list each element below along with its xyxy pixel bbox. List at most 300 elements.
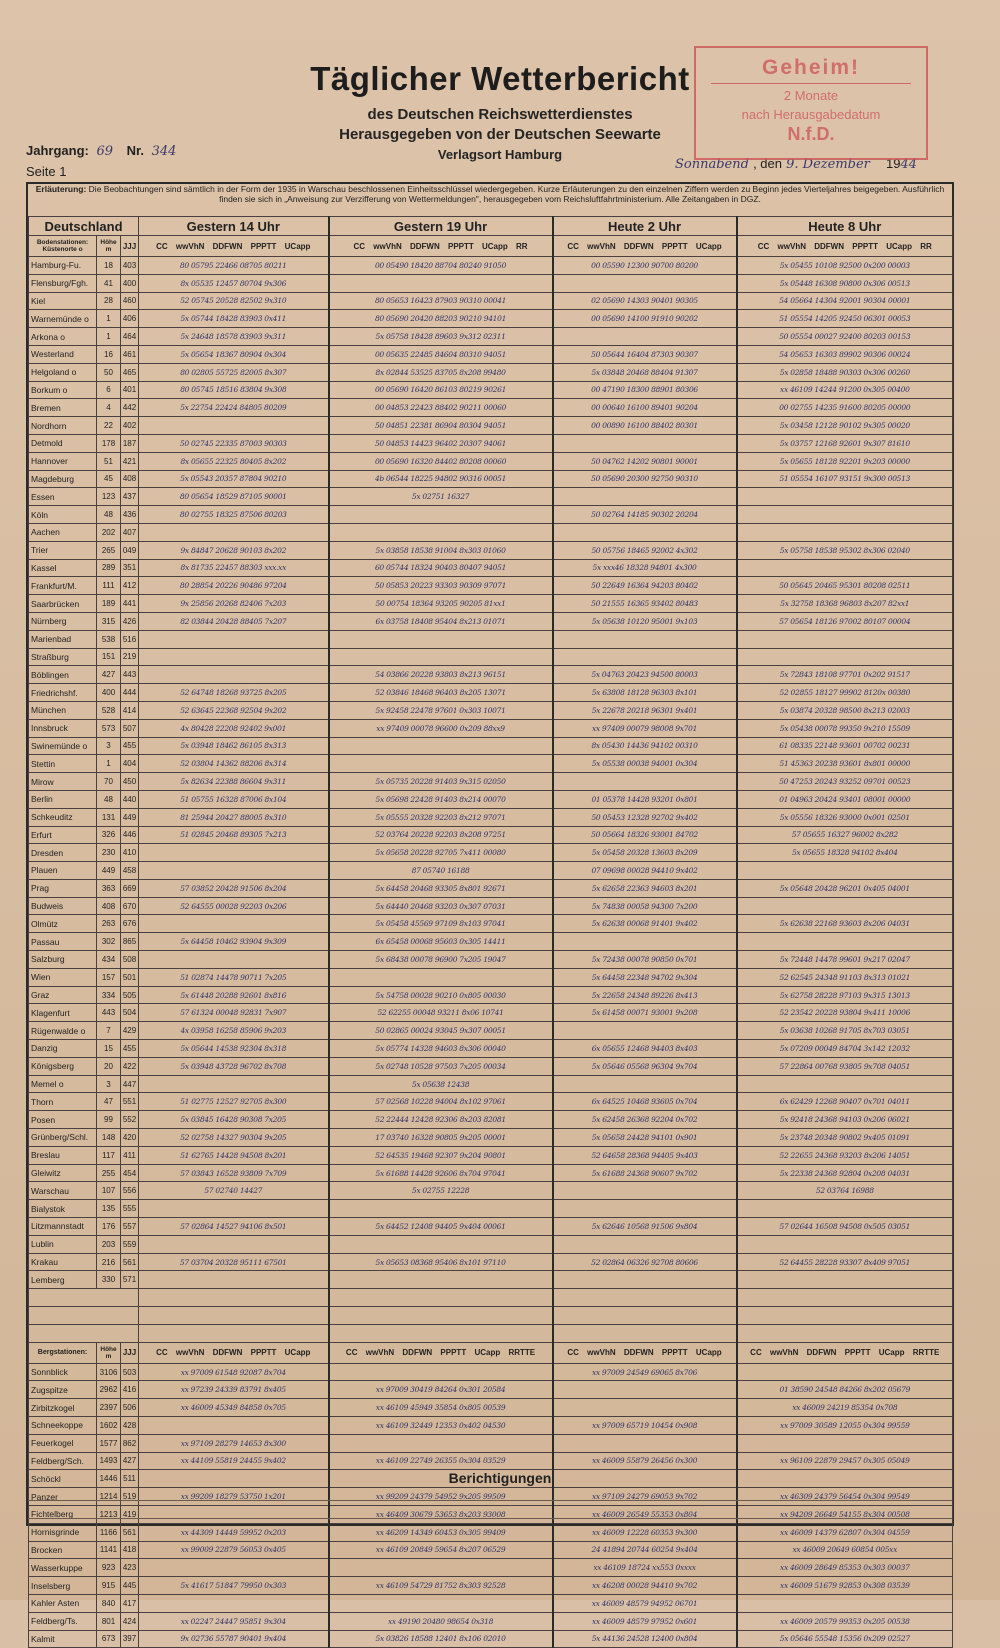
observation-cell: xx 97009 61548 92087 8x704: [139, 1363, 329, 1381]
observation-cell: [553, 488, 737, 506]
station-row: [29, 986, 953, 1004]
observation-cell: 00 05690 16320 84402 80208 00060: [329, 452, 553, 470]
observation-cell: [139, 862, 329, 880]
observation-cell: 5x 41617 51847 79950 0x303: [139, 1577, 329, 1595]
code-column-label: PPPTT: [250, 241, 277, 251]
station-name: Hornisgrinde: [29, 1523, 97, 1541]
station-name: Berlin: [29, 790, 97, 808]
station-name: Olmütz: [29, 915, 97, 933]
erlaeuterung: [30, 184, 950, 204]
code-column-label: UCapp: [695, 241, 722, 251]
code-column-label: DDFWN: [402, 1348, 433, 1358]
observation-cell: 5x 05458 20328 13603 8x209: [553, 844, 737, 862]
observation-cell: [553, 1271, 737, 1289]
observation-cell: 5x 72438 00078 90850 0x701: [553, 951, 737, 969]
station-name: Salzburg: [29, 951, 97, 969]
observation-cell: 52 03764 16988: [737, 1182, 953, 1200]
observation-cell: 80 05690 20420 88203 90210 94101: [329, 310, 553, 328]
observation-cell: 5x 64458 22348 94702 9x304: [553, 968, 737, 986]
observation-cell: 00 05590 12300 90700 80200: [553, 257, 737, 275]
empty-cell: [329, 1289, 553, 1307]
station-height: 673: [97, 1630, 121, 1648]
observation-cell: 5x 05543 20357 87804 90210: [139, 470, 329, 488]
station-name: Essen: [29, 488, 97, 506]
station-row: [29, 701, 953, 719]
observation-cell: 5x 03826 18588 12401 8x106 02010: [329, 1630, 553, 1648]
station-name: Klagenfurt: [29, 1004, 97, 1022]
observation-cell: 5x 72843 18108 97701 0x202 91517: [737, 666, 953, 684]
observation-cell: 50 02865 00024 93045 9x307 00051: [329, 1022, 553, 1040]
observation-cell: [329, 1363, 553, 1381]
station-height: 176: [97, 1218, 121, 1236]
observation-cell: 51 45363 20238 93601 8x801 00000: [737, 755, 953, 773]
observation-cell: 5x 05455 10108 92500 0x200 00003: [737, 257, 953, 275]
empty-cell: [737, 1324, 953, 1342]
station-height: 41: [97, 274, 121, 292]
code-column-label: CC: [567, 241, 579, 251]
observation-cell: xx 46009 20579 99353 0x205 00538: [737, 1612, 953, 1630]
observation-cell: xx 46109 32449 12353 0x402 04530: [329, 1417, 553, 1435]
station-row: [29, 1559, 953, 1577]
observation-cell: xx 46209 14349 60453 0x305 99409: [329, 1523, 553, 1541]
station-name: Aachen: [29, 523, 97, 541]
observation-cell: 50 00754 18364 93205 90205 81xx1: [329, 595, 553, 613]
station-height: 315: [97, 612, 121, 630]
observation-cell: 5x 23748 20348 90802 9x405 01091: [737, 1129, 953, 1147]
station-height: 18: [97, 257, 121, 275]
station-row: [29, 755, 953, 773]
observation-cell: [737, 523, 953, 541]
station-jjj: 404: [121, 755, 139, 773]
station-jjj: 865: [121, 933, 139, 951]
station-jjj: 557: [121, 1218, 139, 1236]
station-jjj: 519: [121, 1488, 139, 1506]
observation-cell: 5x 05758 18538 95302 8x306 02040: [737, 541, 953, 559]
observation-cell: 57 02740 14427: [139, 1182, 329, 1200]
station-jjj: 555: [121, 1200, 139, 1218]
observation-cell: xx 96109 22879 29457 0x305 05049: [737, 1452, 953, 1470]
station-name: Böblingen: [29, 666, 97, 684]
station-height: 449: [97, 862, 121, 880]
station-height: 189: [97, 595, 121, 613]
mountain-header-row: [29, 1342, 953, 1363]
observation-cell: xx 46109 54729 81752 8x303 92528: [329, 1577, 553, 1595]
observation-cell: [737, 1363, 953, 1381]
code-column-label: RRTTE: [508, 1348, 536, 1358]
observation-cell: 5x 07209 00049 84704 3x142 12032: [737, 1040, 953, 1058]
observation-cell: [139, 1200, 329, 1218]
station-height: 573: [97, 719, 121, 737]
observation-cell: 6x 03758 18408 95404 8x213 01071: [329, 612, 553, 630]
observation-cell: xx 46009 14379 62807 0x304 04559: [737, 1523, 953, 1541]
station-name: Posen: [29, 1111, 97, 1129]
observation-cell: [329, 648, 553, 666]
empty-cell: [139, 1307, 329, 1325]
station-row: [29, 1452, 953, 1470]
station-row: [29, 345, 953, 363]
station-jjj: 504: [121, 1004, 139, 1022]
observation-cell: 57 03852 20428 91506 8x204: [139, 879, 329, 897]
observation-cell: 5x 05438 00078 99350 9x210 15509: [737, 719, 953, 737]
observation-cell: xx 97239 24339 83791 8x405: [139, 1381, 329, 1399]
observation-cell: 00 47190 18300 88901 80306: [553, 381, 737, 399]
station-height: 1: [97, 755, 121, 773]
observation-cell: [553, 274, 737, 292]
station-height: 400: [97, 684, 121, 702]
station-jjj: 465: [121, 363, 139, 381]
code-column-label: UCapp: [695, 1348, 722, 1358]
station-row: [29, 523, 953, 541]
station-name: Passau: [29, 933, 97, 951]
observation-cell: [553, 933, 737, 951]
observation-cell: 57 61324 00048 92831 7x907: [139, 1004, 329, 1022]
station-name: Kalmit: [29, 1630, 97, 1648]
station-height: 51: [97, 452, 121, 470]
station-name: Lemberg: [29, 1271, 97, 1289]
code-column-label: RR: [920, 241, 932, 251]
observation-cell: 00 04853 22423 88402 90211 00060: [329, 399, 553, 417]
empty-cell: [553, 1307, 737, 1325]
observation-cell: 52 64748 18268 93725 8x205: [139, 684, 329, 702]
observation-cell: [737, 1200, 953, 1218]
station-row: [29, 1577, 953, 1595]
observation-cell: 80 05795 22466 08705 80211: [139, 257, 329, 275]
station-height: 840: [97, 1594, 121, 1612]
observation-cell: 50 05690 20300 92750 90310: [553, 470, 737, 488]
code-column-label: RR: [516, 241, 528, 251]
station-row: [29, 434, 953, 452]
station-row: [29, 1271, 953, 1289]
code-column-label: wwVhN: [365, 1348, 395, 1358]
observation-cell: 00 02755 14235 91600 80205 00000: [737, 399, 953, 417]
code-column-label: UCapp: [878, 1348, 905, 1358]
observation-cell: 52 03846 18468 96403 8x205 13071: [329, 684, 553, 702]
station-row: [29, 577, 953, 595]
station-jjj: 419: [121, 1505, 139, 1523]
station-height: 2397: [97, 1399, 121, 1417]
empty-cell: [139, 1324, 329, 1342]
station-jjj: 506: [121, 1399, 139, 1417]
observation-cell: 5x 02858 18488 90303 0x306 00260: [737, 363, 953, 381]
observation-cell: xx 46109 18724 xx553 0xxxx: [553, 1559, 737, 1577]
observation-cell: xx 97409 00078 96600 0x209 88xx9: [329, 719, 553, 737]
station-jjj: 400: [121, 274, 139, 292]
observation-cell: xx 44309 14449 59952 0x203: [139, 1523, 329, 1541]
station-jjj: 412: [121, 577, 139, 595]
station-jjj: 421: [121, 452, 139, 470]
station-name: Westerland: [29, 345, 97, 363]
station-name: Zugspitze: [29, 1381, 97, 1399]
station-name: Breslau: [29, 1146, 97, 1164]
station-row: [29, 1488, 953, 1506]
observation-cell: 6x 64525 10468 93605 0x704: [553, 1093, 737, 1111]
observation-cell: 50 02764 14185 90302 20204: [553, 506, 737, 524]
observation-cell: 9x 84847 20628 90103 8x202: [139, 541, 329, 559]
observation-cell: xx 97409 00079 98008 9x701: [553, 719, 737, 737]
station-height: 3106: [97, 1363, 121, 1381]
observation-cell: 5x 64458 10462 93904 9x309: [139, 933, 329, 951]
station-name: Marienbad: [29, 630, 97, 648]
station-jjj: 551: [121, 1093, 139, 1111]
observation-cell: [329, 1434, 553, 1452]
date-separator: , den: [753, 156, 782, 171]
verlagsort: Verlagsort Hamburg: [437, 147, 563, 162]
observation-cell: 5x 05458 45569 97109 8x103 97041: [329, 915, 553, 933]
station-jjj: 676: [121, 915, 139, 933]
observation-cell: 00 05690 16420 86103 80219 90261: [329, 381, 553, 399]
station-row: [29, 1129, 953, 1147]
station-jjj: 571: [121, 1271, 139, 1289]
observation-cell: 5x 05448 16308 90800 0x306 00513: [737, 274, 953, 292]
station-jjj: 561: [121, 1523, 139, 1541]
observation-cell: [139, 417, 329, 435]
code-column-label: wwVhN: [777, 241, 806, 251]
station-height: 148: [97, 1129, 121, 1147]
observation-cell: 5x xxx46 18328 94801 4x300: [553, 559, 737, 577]
code-column-label: CC: [156, 241, 168, 251]
station-name: Bremen: [29, 399, 97, 417]
station-jjj: 407: [121, 523, 139, 541]
observation-cell: 24 41894 20744 60254 9x404: [553, 1541, 737, 1559]
correction-line-2: [28, 1518, 952, 1519]
station-row: [29, 862, 953, 880]
observation-cell: 00 05490 18420 88704 80240 91050: [329, 257, 553, 275]
observation-cell: 50 02745 22335 87003 90303: [139, 434, 329, 452]
station-name: Feldberg/Ts.: [29, 1612, 97, 1630]
station-row: [29, 844, 953, 862]
station-jjj: 402: [121, 417, 139, 435]
observation-cell: 54 03866 20228 93803 8x213 96151: [329, 666, 553, 684]
observation-cell: 52 62545 24348 91103 8x313 01021: [737, 968, 953, 986]
observation-cell: [329, 1271, 553, 1289]
station-name: Gleiwitz: [29, 1164, 97, 1182]
observation-cell: 52 64535 19468 92307 9x204 90801: [329, 1146, 553, 1164]
station-height: 131: [97, 808, 121, 826]
observation-cell: 5x 03458 12128 90102 9x305 00020: [737, 417, 953, 435]
code-columns-header: [553, 236, 737, 257]
station-jjj: 429: [121, 1022, 139, 1040]
station-name: Schneekoppe: [29, 1417, 97, 1435]
observation-cell: 52 03804 14362 88206 8x314: [139, 755, 329, 773]
code-column-label: DDFWN: [623, 1348, 654, 1358]
station-name: Borkum o: [29, 381, 97, 399]
station-row: [29, 399, 953, 417]
station-height: 1: [97, 328, 121, 346]
station-jjj: 508: [121, 951, 139, 969]
observation-cell: 50 21555 16365 93402 80483: [553, 595, 737, 613]
observation-cell: [139, 1505, 329, 1523]
observation-cell: 00 00640 16100 89401 90204: [553, 399, 737, 417]
station-name: Budweis: [29, 897, 97, 915]
observation-cell: 01 05378 14428 93201 0x801: [553, 790, 737, 808]
page-number: Seite 1: [26, 164, 67, 179]
station-height: 330: [97, 1271, 121, 1289]
station-jjj: 049: [121, 541, 139, 559]
observation-cell: 51 02874 14478 90711 7x205: [139, 968, 329, 986]
observation-cell: [329, 755, 553, 773]
station-name: Königsberg: [29, 1057, 97, 1075]
observation-cell: 9x 02736 55787 90401 9x404: [139, 1630, 329, 1648]
station-name: Warnemünde o: [29, 310, 97, 328]
observation-cell: 5x 68438 00078 96900 7x205 19047: [329, 951, 553, 969]
station-jjj: 511: [121, 1470, 139, 1488]
observation-cell: 57 02864 14527 94106 8x501: [139, 1218, 329, 1236]
region-header: Deutschland: [29, 217, 139, 236]
station-height: 1141: [97, 1541, 121, 1559]
station-height: 427: [97, 666, 121, 684]
empty-cell: [737, 1307, 953, 1325]
station-height: 202: [97, 523, 121, 541]
station-row: [29, 1253, 953, 1271]
observation-cell: 5x 03845 16428 90308 7x205: [139, 1111, 329, 1129]
station-row: [29, 1040, 953, 1058]
observation-cell: [553, 1399, 737, 1417]
station-jjj: 406: [121, 310, 139, 328]
code-column-label: PPPTT: [250, 1348, 277, 1358]
observation-cell: 5x 62638 22168 93603 8x206 04031: [737, 915, 953, 933]
erlaeuterung-text: Die Beobachtungen sind sämtlich in der Form der 1935 in Warschau beschlossenen Einheitsschlüssel wiedergegeben. Kurze Erläuterungen zu den einzelnen Ziffern werden zu Beginn jedes Vierteljahres beigegeben. Ausführlich finden sie sich in „Anweisung zur Verzifferung von Wettermeldungen", herausgegeben vom Reichsluftfahrtministerium. Alle Zeitangaben in DGZ.: [88, 184, 945, 204]
period-header-row: [29, 217, 953, 236]
observation-cell: xx 44109 55819 24455 9x402: [139, 1452, 329, 1470]
station-height: 1446: [97, 1470, 121, 1488]
observation-cell: 4b 06544 18225 94802 90316 00051: [329, 470, 553, 488]
station-name: Frankfurt/M.: [29, 577, 97, 595]
observation-cell: 5x 61688 14428 92606 8x704 97041: [329, 1164, 553, 1182]
observation-cell: 5x 05538 00038 94001 0x304: [553, 755, 737, 773]
code-column-label: UCapp: [474, 1348, 501, 1358]
observation-cell: xx 46009 45349 84858 0x705: [139, 1399, 329, 1417]
station-row: [29, 630, 953, 648]
observation-cell: 5x 03757 12168 92601 9x307 81610: [737, 434, 953, 452]
station-jjj: 397: [121, 1630, 139, 1648]
code-column-label: wwVhN: [587, 1348, 616, 1358]
observation-cell: [139, 1271, 329, 1289]
observation-cell: [139, 1594, 329, 1612]
station-name: Kassel: [29, 559, 97, 577]
station-jjj: 455: [121, 737, 139, 755]
station-name: München: [29, 701, 97, 719]
observation-cell: 50 04762 14202 90801 90001: [553, 452, 737, 470]
observation-cell: 5x 05655 18328 94102 8x404: [737, 844, 953, 862]
station-height: 1577: [97, 1434, 121, 1452]
observation-cell: 52 63645 22368 92504 9x202: [139, 701, 329, 719]
station-height: 2962: [97, 1381, 121, 1399]
code-column-label: PPPTT: [661, 241, 688, 251]
observation-cell: 50 05453 12328 92702 9x402: [553, 808, 737, 826]
observation-cell: 01 04963 20424 93401 08001 00000: [737, 790, 953, 808]
station-row: [29, 1235, 953, 1253]
observation-cell: [737, 648, 953, 666]
station-jjj: 401: [121, 381, 139, 399]
station-name: Nürnberg: [29, 612, 97, 630]
station-name: Detmold: [29, 434, 97, 452]
station-name: Kiel: [29, 292, 97, 310]
observation-cell: 80 05654 18529 87105 90001: [139, 488, 329, 506]
observation-cell: [329, 1559, 553, 1577]
station-row: [29, 452, 953, 470]
stamp-line3: N.f.D.: [787, 124, 835, 144]
station-row: [29, 541, 953, 559]
observation-cell: xx 46109 20849 59654 8x207 06529: [329, 1541, 553, 1559]
station-row: [29, 915, 953, 933]
observation-cell: 80 05745 18516 83804 9x308: [139, 381, 329, 399]
station-jjj: 351: [121, 559, 139, 577]
observation-cell: 5x 92458 22478 97601 0x303 10071: [329, 701, 553, 719]
observation-cell: [737, 862, 953, 880]
station-jjj: 670: [121, 897, 139, 915]
station-row: [29, 773, 953, 791]
observation-cell: [737, 559, 953, 577]
station-height: 28: [97, 292, 121, 310]
observation-cell: xx 46109 22749 26355 0x304 03529: [329, 1452, 553, 1470]
observation-cell: 5x 32758 18368 96803 8x207 82xx1: [737, 595, 953, 613]
station-row: [29, 274, 953, 292]
observation-cell: [329, 968, 553, 986]
station-height: 135: [97, 1200, 121, 1218]
station-height: 99: [97, 1111, 121, 1129]
station-height: 3: [97, 737, 121, 755]
station-name: Magdeburg: [29, 470, 97, 488]
observation-cell: [737, 897, 953, 915]
station-name: Plauen: [29, 862, 97, 880]
observation-cell: [553, 1235, 737, 1253]
observation-cell: xx 97009 24549 69065 8x706: [553, 1363, 737, 1381]
observation-cell: 8x 05655 22325 80405 8x202: [139, 452, 329, 470]
observation-cell: xx 46009 28649 85353 0x303 00037: [737, 1559, 953, 1577]
code-column-label: CC: [750, 1348, 762, 1358]
observation-cell: [737, 488, 953, 506]
observation-cell: 5x 61458 00071 93001 9x208: [553, 1004, 737, 1022]
observation-cell: 6x 65458 00068 95603 0x305 14411: [329, 933, 553, 951]
station-height: 6: [97, 381, 121, 399]
period-header: Gestern 19 Uhr: [329, 217, 553, 236]
station-height: 265: [97, 541, 121, 559]
observation-cell: 80 02805 55725 82005 8x307: [139, 363, 329, 381]
station-jjj: 559: [121, 1235, 139, 1253]
observation-cell: 5x 02755 12228: [329, 1182, 553, 1200]
station-height: 443: [97, 1004, 121, 1022]
station-name: Rügenwalde o: [29, 1022, 97, 1040]
station-name: Flensburg/Fgh.: [29, 274, 97, 292]
station-height: 923: [97, 1559, 121, 1577]
station-height: 1214: [97, 1488, 121, 1506]
observation-cell: 6x 62429 12268 90407 0x701 04011: [737, 1093, 953, 1111]
station-row: [29, 737, 953, 755]
station-height: 48: [97, 790, 121, 808]
observation-cell: 5x 05644 14538 92304 8x318: [139, 1040, 329, 1058]
empty-row: [29, 1289, 953, 1307]
station-row: [29, 363, 953, 381]
station-name: Sonnblick: [29, 1363, 97, 1381]
mountain-code-columns-header: [329, 1342, 553, 1363]
empty-cell: [329, 1307, 553, 1325]
observation-cell: [139, 648, 329, 666]
station-height: 334: [97, 986, 121, 1004]
observation-cell: [553, 648, 737, 666]
station-row: [29, 1111, 953, 1129]
observation-cell: 5x 24648 18578 83903 9x311: [139, 328, 329, 346]
observation-cell: [329, 737, 553, 755]
station-jjj: 442: [121, 399, 139, 417]
station-height: 20: [97, 1057, 121, 1075]
secret-stamp: [694, 46, 928, 160]
observation-cell: 54 05664 14304 92001 90304 00001: [737, 292, 953, 310]
station-jjj: 424: [121, 1612, 139, 1630]
code-column-label: RRTTE: [912, 1348, 940, 1358]
empty-cell: [29, 1324, 139, 1342]
observation-cell: [139, 1235, 329, 1253]
station-height: 230: [97, 844, 121, 862]
